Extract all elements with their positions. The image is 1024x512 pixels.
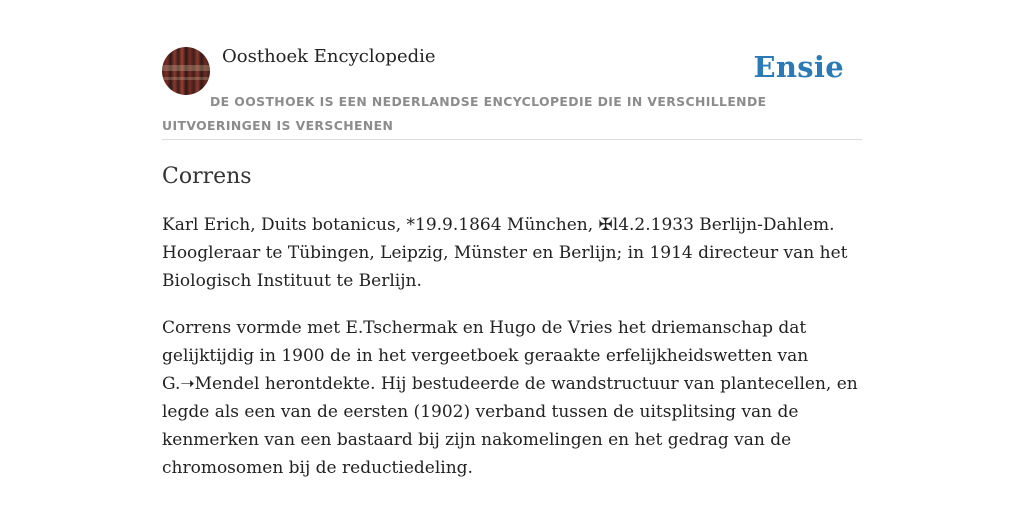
- site-header: [162, 40, 862, 140]
- article-paragraph-1: Karl Erich, Duits botanicus, *19.9.1864 München, ✠l4.2.1933 Berlijn-Dahlem. Hoogleraar te Tübingen, Leipzig, Münster en Berlijn; in 1914 directeur van het Biologisch Instituut te Berlijn.: [162, 215, 848, 291]
- article-paragraph-2: Correns vormde met E.Tschermak en Hugo de Vries het driemanschap dat gelijktijdig in 1900 de in het vergeetboek geraakte erfelijkheidswetten van G.➝Mendel herontdekte. Hij bestudeerde de wandstructuur van plantecellen, en legde als een van de eersten (1902) verband tussen de uitsplitsing van de kenmerken van een bastaard bij zijn nakomelingen en het gedrag van de chromosomen bij de reductiedeling.: [162, 318, 858, 478]
- avatar-shine-secondary: [162, 77, 210, 80]
- page-container: [162, 40, 862, 482]
- site-title-link[interactable]: Oosthoek Encyclopedie: [222, 46, 436, 67]
- site-tagline: DE OOSTHOEK IS EEN NEDERLANDSE ENCYCLOPEDIE DIE IN VERSCHILLENDE UITVOERINGEN IS VERSCHENEN: [162, 94, 767, 133]
- encyclopedia-avatar[interactable]: [162, 47, 210, 95]
- avatar-shine: [162, 65, 210, 71]
- article-title: Correns: [162, 164, 252, 189]
- ensie-logo[interactable]: Ensie: [753, 50, 844, 84]
